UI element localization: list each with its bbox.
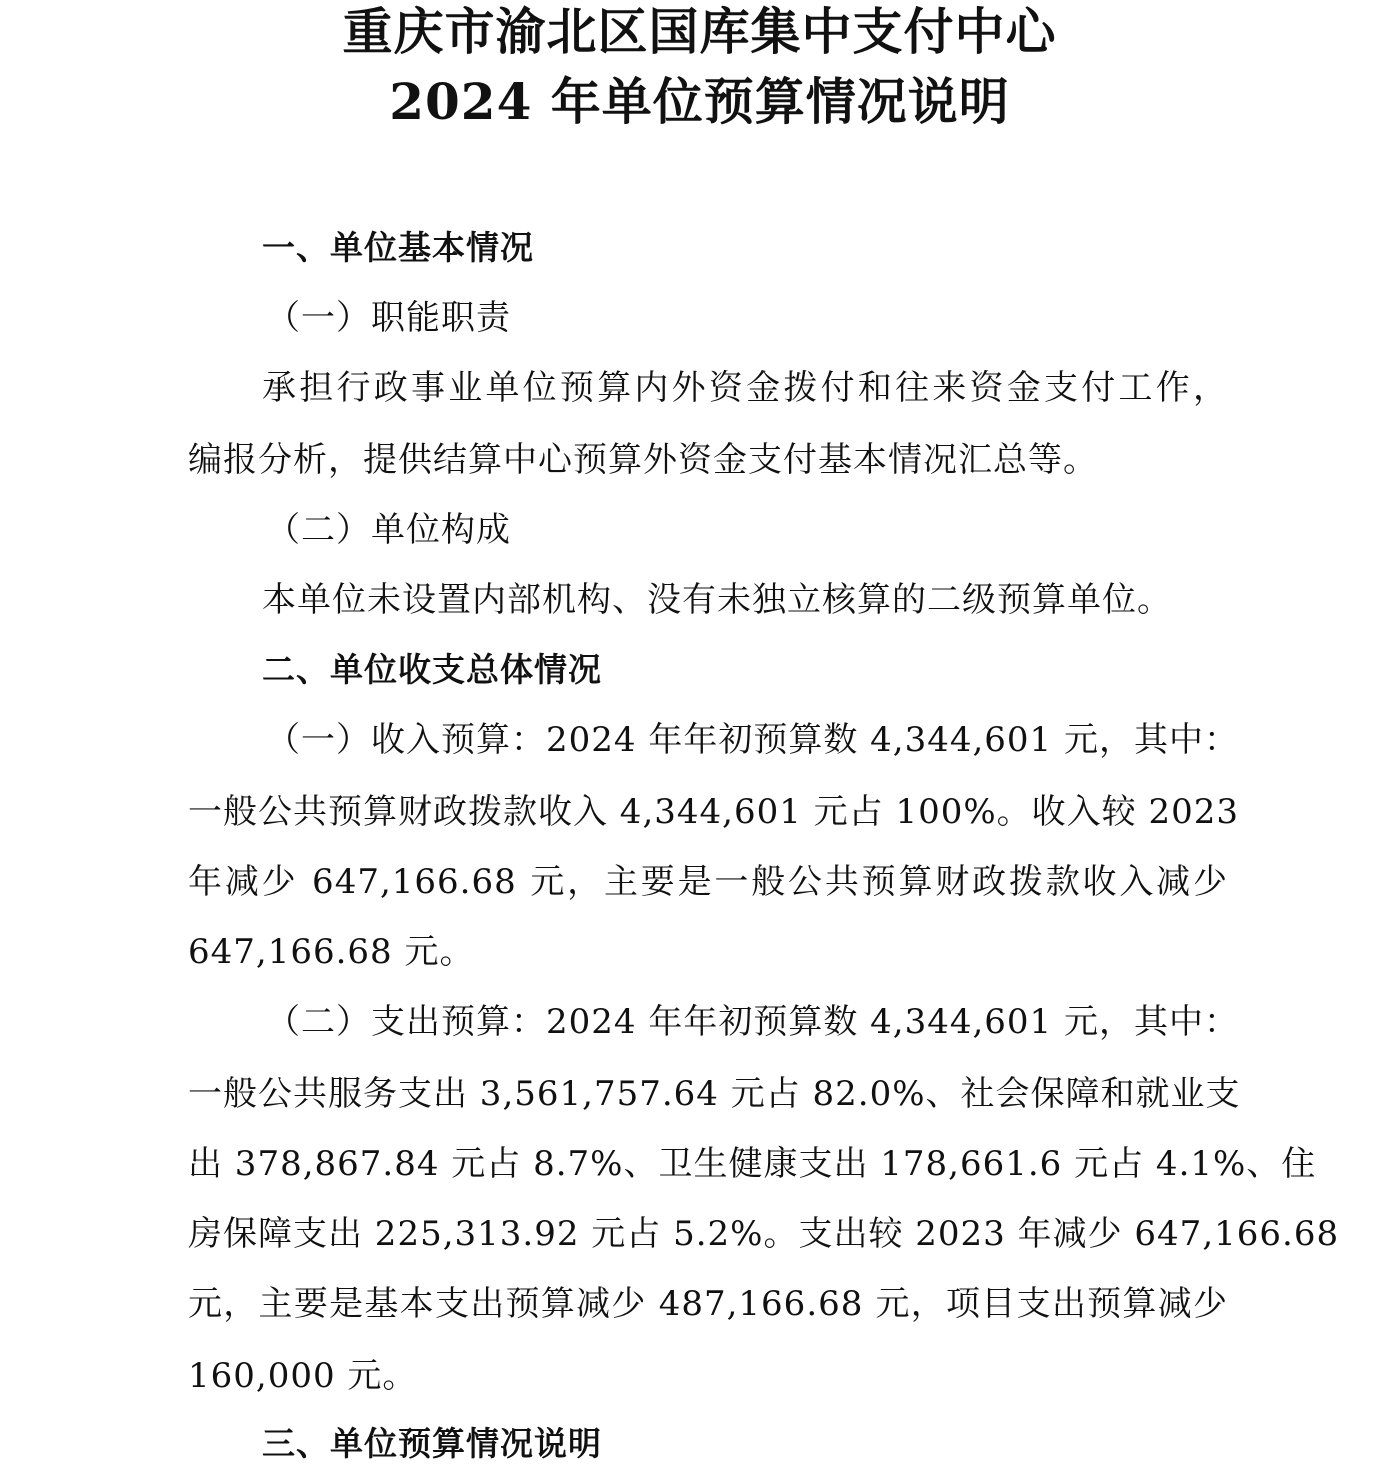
paragraph-duties-line-2: 编报分析，提供结算中心预算外资金支付基本情况汇总等。: [188, 440, 1098, 480]
paragraph-composition-line-1: 本单位未设置内部机构、没有未独立核算的二级预算单位。: [262, 580, 1172, 620]
section-heading-1: 一、单位基本情况: [262, 228, 534, 267]
document-title-line-2: 2024 年单位预算情况说明: [389, 72, 1010, 131]
paragraph-expenditure-line-2: 一般公共服务支出 3,561,757.64 元占 82.0%、社会保障和就业支: [188, 1074, 1241, 1114]
paragraph-expenditure-line-4: 房保障支出 225,313.92 元占 5.2%。支出较 2023 年减少 647,166.68: [188, 1214, 1340, 1254]
subsection-heading-1-2: （二）单位构成: [266, 510, 511, 550]
paragraph-expenditure-line-5: 元，主要是基本支出预算减少 487,166.68 元，项目支出预算减少: [188, 1284, 1228, 1324]
paragraph-income-line-1: （一）收入预算：2024 年年初预算数 4,344,601 元，其中：: [266, 720, 1239, 760]
paragraph-expenditure-line-3: 出 378,867.84 元占 8.7%、卫生健康支出 178,661.6 元占 4.1%、住: [188, 1144, 1317, 1184]
subsection-heading-1-1: （一）职能职责: [266, 298, 511, 338]
paragraph-duties-line-1: 承担行政事业单位预算内外资金拨付和往来资金支付工作，: [262, 368, 1228, 408]
document-title-line-1: 重庆市渝北区国库集中支付中心: [342, 2, 1057, 61]
paragraph-income-line-2: 一般公共预算财政拨款收入 4,344,601 元占 100%。收入较 2023: [188, 792, 1239, 832]
paragraph-expenditure-line-1: （二）支出预算：2024 年年初预算数 4,344,601 元，其中：: [266, 1002, 1239, 1042]
paragraph-income-line-4: 647,166.68 元。: [188, 932, 475, 972]
section-heading-3: 三、单位预算情况说明: [262, 1424, 602, 1463]
paragraph-income-line-3: 年减少 647,166.68 元，主要是一般公共预算财政拨款收入减少: [188, 862, 1228, 902]
section-heading-2: 二、单位收支总体情况: [262, 650, 602, 689]
paragraph-expenditure-line-6: 160,000 元。: [188, 1356, 418, 1396]
